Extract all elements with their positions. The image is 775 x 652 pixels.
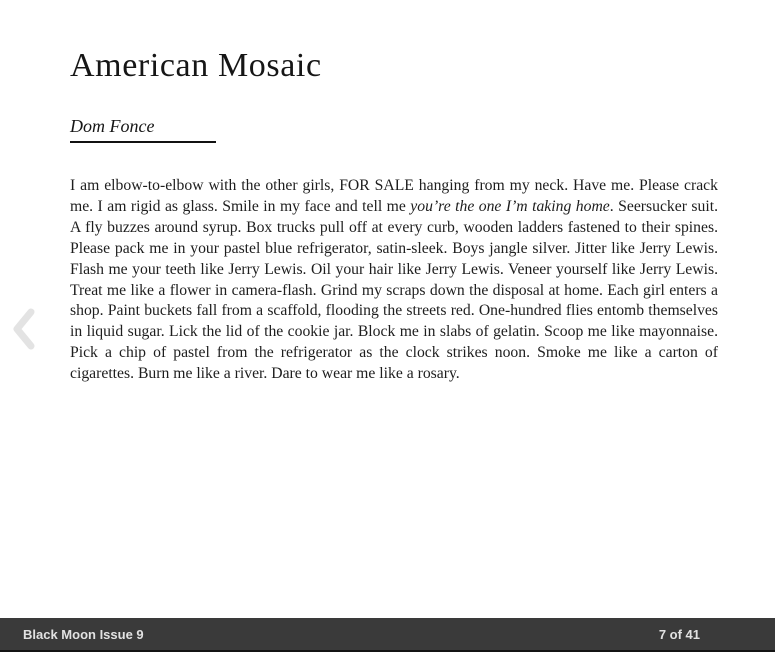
poem-title: American Mosaic [70, 47, 322, 84]
chevron-left-icon [9, 306, 41, 352]
author-byline [70, 116, 216, 143]
author-name: Dom Fonce [70, 116, 155, 136]
poem-paragraph: I am elbow-to-elbow with the other girls, FOR SALE hanging from my neck. Have me. Please crack me. I am rigid as glass. Smile in my face and tell me you’re the one I’m taking home. Seersucker suit. A fly buzzes around syrup. Box trucks pull off at every curb, wooden ladders fastened to their spines. Please pack me in your pastel blue refrigerator, satin-sleek. Boys jangle silver. Jitter like Jerry Lewis. Flash me your teeth like Jerry Lewis. Oil your hair like Jerry Lewis. Veneer yourself like Jerry Lewis. Treat me like a flower in camera-flash. Grind my scraps down the disposal at home. Each girl enters a shop. Paint buckets fall from a scaffold, flooding the streets red. One-hundred flies entomb themselves in liquid sugar. Lick the lid of the cookie jar. Block me in slabs of gelatin. Scoop me like mayonnaise. Pick a chip of pastel from the refrigerator as the clock strikes noon. Smoke me like a carton of cigarettes. Burn me like a river. Dare to wear me like a rosary. [70, 177, 718, 383]
page-indicator: 7 of 41 [658, 626, 700, 642]
publication-title: Black Moon Issue 9 [23, 626, 144, 642]
footer-bar [0, 618, 775, 652]
prev-page-button[interactable] [9, 306, 41, 352]
